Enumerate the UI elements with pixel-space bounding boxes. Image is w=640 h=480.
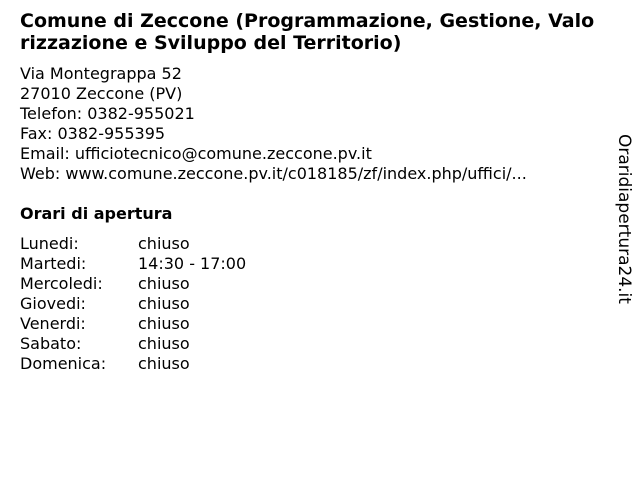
hours-row [20,314,420,334]
address-city: 27010 Zeccone (PV) [20,84,183,103]
hours-row [20,234,420,254]
day-label: Giovedi: [20,294,86,313]
hours-value: 14:30 - 17:00 [138,254,247,273]
address-street: Via Montegrappa 52 [20,64,182,83]
hours-row [20,354,420,374]
phone-number: Telefon: 0382-955021 [20,104,195,123]
contact-info [20,64,600,184]
hours-value: chiuso [138,334,190,353]
day-label: Martedi: [20,254,87,273]
website-link[interactable]: Web: www.comune.zeccone.pv.it/c018185/zf/index.php/uffici/... [20,164,527,183]
email-address: Email: ufficiotecnico@comune.zeccone.pv.it [20,144,372,163]
hours-row [20,274,420,294]
opening-hours-table [20,234,420,374]
hours-value: chiuso [138,274,190,293]
day-label: Venerdi: [20,314,86,333]
day-label: Domenica: [20,354,107,373]
hours-value: chiuso [138,294,190,313]
day-label: Mercoledi: [20,274,103,293]
hours-value: chiuso [138,314,190,333]
hours-row [20,334,420,354]
fax-number: Fax: 0382-955395 [20,124,166,143]
hours-row [20,254,420,274]
hours-value: chiuso [138,234,190,253]
day-label: Sabato: [20,334,82,353]
day-label: Lunedi: [20,234,79,253]
hours-row [20,294,420,314]
opening-hours-heading: Orari di apertura [20,204,173,223]
site-watermark: Oraridiapertura24.it [614,134,634,304]
hours-value: chiuso [138,354,190,373]
page-title: Comune di Zeccone (Programmazione, Gestione, Valorizzazione e Sviluppo del Territorio) [20,10,595,54]
